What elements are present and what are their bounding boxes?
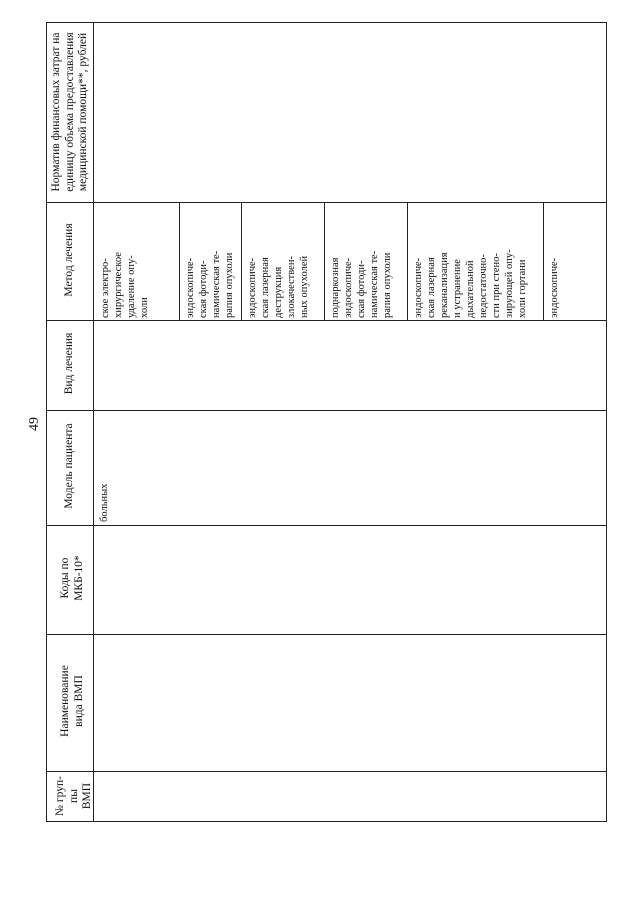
- row-line-icd: [46, 634, 607, 635]
- header-cost-norm: Норматив финансовых затрат на единицу объема предоставления медицинской помощи**, рублей: [50, 32, 89, 192]
- table-border-left: [46, 821, 607, 822]
- table-border-bottom: [606, 22, 607, 822]
- header-patient-model: Модель пациента: [63, 423, 75, 509]
- method-item-5: эндоскопиче- ская лазерная реканализация и устранение дыхательной недостаточно- сти при стено- зирующей опу- холи гортани: [413, 249, 528, 318]
- header-icd-codes: Коды по МКБ-10*: [59, 555, 85, 601]
- method-divider-1: [179, 202, 180, 320]
- header-name: Наименование вида ВМП: [59, 665, 85, 737]
- method-item-4: поднаркозная эндоскопиче- ская фотоди- намическая те- рапия опухоли: [330, 250, 393, 318]
- row-line-name: [46, 771, 607, 772]
- method-item-6: эндоскопиче-: [549, 257, 560, 318]
- method-item-3: эндоскопиче- ская лазерная деструкция злокачествен- ных опухолей: [247, 255, 310, 318]
- row-line-patient-model: [46, 525, 607, 526]
- method-divider-4: [407, 202, 408, 320]
- method-cell-top-line: [179, 202, 606, 203]
- method-divider-5: [543, 202, 544, 320]
- patient-model-value: больных: [99, 483, 110, 522]
- method-item-1: ское электро- хирургическое удаление опу- холи: [100, 252, 150, 318]
- method-item-2: эндоскопиче- ская фотоди- намическая те- рапия опухоли: [185, 250, 235, 318]
- table-border-right: [46, 22, 607, 23]
- table-border-top: [46, 22, 47, 822]
- row-line-method: [46, 320, 607, 321]
- page-number: 49: [27, 417, 42, 431]
- header-treatment-type: Вид лечения: [63, 332, 75, 395]
- header-group-no: № груп- пы ВМП: [54, 776, 93, 816]
- method-divider-3: [324, 202, 325, 320]
- medical-care-table: [46, 22, 607, 822]
- row-line-treatment-type: [46, 410, 607, 411]
- header-separator: [93, 22, 94, 822]
- header-treatment-method: Метод лечения: [63, 223, 75, 297]
- method-divider-2: [241, 202, 242, 320]
